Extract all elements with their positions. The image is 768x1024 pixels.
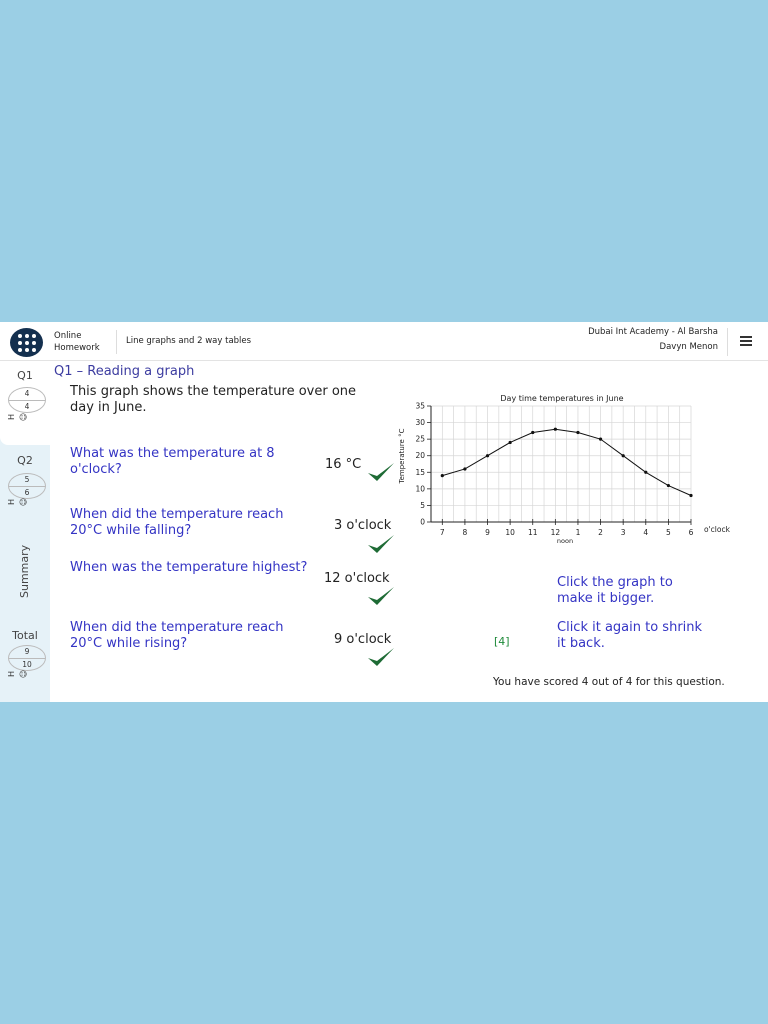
question-sidebar (0, 361, 50, 702)
tab-q2[interactable] (0, 449, 50, 529)
data-point (531, 431, 534, 434)
data-point (576, 431, 579, 434)
question-3: When was the temperature highest? (70, 560, 308, 575)
tab-summary-label: Summary (18, 544, 31, 598)
tab-q2-label: Q2 (17, 454, 33, 467)
question-2: When did the temperature reach 20°C while falling? (70, 507, 284, 538)
hint-shrink: Click it again to shrink it back. (557, 620, 703, 651)
chart-xlabel: o'clock (704, 525, 730, 534)
x-tick-label: 11 (527, 528, 538, 537)
answer-1[interactable]: 16 °C (325, 457, 362, 472)
q1-score-oval (8, 387, 46, 413)
data-point (667, 484, 670, 487)
y-tick-label: 25 (415, 434, 425, 444)
homework-app (0, 322, 768, 702)
data-point (644, 471, 647, 474)
school-name: Dubai Int Academy - Al Barsha (588, 327, 718, 337)
x-tick-label: 12 (550, 528, 561, 537)
tab-q1[interactable] (0, 361, 50, 445)
chart-y-ticks (415, 402, 431, 527)
x-tick-label: 10 (505, 528, 515, 537)
correct-tick-icon (366, 585, 396, 607)
tab-summary[interactable] (0, 532, 50, 620)
question-mark: [4] (494, 635, 510, 648)
question-4: When did the temperature reach 20°C while rising? (70, 620, 284, 651)
y-tick-label: 10 (415, 484, 425, 494)
data-point (622, 454, 625, 457)
hamburger-menu-icon[interactable] (740, 336, 752, 346)
x-tick-label: 2 (598, 528, 603, 537)
total-max: 10 (22, 660, 32, 669)
temperature-line-chart[interactable] (390, 386, 740, 556)
y-tick-label: 35 (415, 401, 425, 411)
chart-axes (431, 406, 691, 522)
q1-score: 4 (24, 389, 30, 398)
question-intro: This graph shows the temperature over one day in June. (70, 384, 357, 415)
chart-x-sublabel: noon (556, 537, 574, 545)
question-title: Q1 – Reading a graph (54, 364, 195, 379)
question-1: What was the temperature at 8 o'clock? (70, 446, 275, 477)
top-bar (0, 322, 768, 361)
app-name-line1: Online (54, 331, 82, 341)
x-tick-label: 8 (462, 528, 468, 537)
data-point (599, 438, 602, 441)
q2-max: 6 (24, 488, 30, 497)
data-point (554, 428, 557, 431)
data-point (463, 467, 466, 470)
topic-title: Line graphs and 2 way tables (126, 336, 252, 346)
answer-3[interactable]: 12 o'clock (324, 571, 390, 586)
chart-grid (431, 406, 691, 522)
y-tick-label: 15 (415, 467, 425, 477)
x-tick-label: 4 (643, 528, 649, 537)
score-summary: You have scored 4 out of 4 for this question. (493, 676, 725, 688)
x-tick-label: 5 (666, 528, 671, 537)
x-tick-label: 3 (620, 528, 626, 537)
q1-max: 4 (24, 402, 30, 411)
tab-q1-label: Q1 (17, 369, 33, 382)
chart-ylabel: Temperature °C (398, 428, 406, 484)
data-point (441, 474, 444, 477)
help-icon[interactable]: H☺ (7, 412, 28, 422)
app-name-line2: Homework (54, 343, 100, 353)
answer-2[interactable]: 3 o'clock (334, 518, 392, 533)
x-tick-label: 6 (688, 528, 694, 537)
correct-tick-icon (366, 646, 396, 668)
data-point (509, 441, 512, 444)
help-icon[interactable]: H☺ (7, 497, 28, 507)
y-tick-label: 0 (420, 517, 425, 527)
header-divider-right (727, 328, 728, 356)
y-tick-label: 30 (415, 418, 425, 428)
x-tick-label: 1 (575, 528, 581, 537)
tab-total-label: Total (12, 629, 38, 642)
x-tick-label: 9 (485, 528, 490, 537)
tab-total[interactable] (0, 623, 50, 702)
q2-score: 5 (24, 475, 30, 484)
user-name[interactable]: Davyn Menon (659, 342, 718, 352)
header-divider (116, 330, 117, 354)
app-grid-icon[interactable] (10, 328, 43, 357)
y-tick-label: 5 (420, 500, 425, 510)
total-score: 9 (24, 647, 30, 656)
y-tick-label: 20 (415, 451, 425, 461)
data-point (689, 494, 692, 497)
x-tick-label: 7 (439, 528, 445, 537)
chart-title: Day time temperatures in June (500, 394, 624, 403)
hint-enlarge: Click the graph to make it bigger. (557, 575, 673, 606)
answer-4[interactable]: 9 o'clock (334, 632, 392, 647)
help-icon[interactable]: H☺ (7, 669, 28, 679)
data-point (486, 454, 489, 457)
